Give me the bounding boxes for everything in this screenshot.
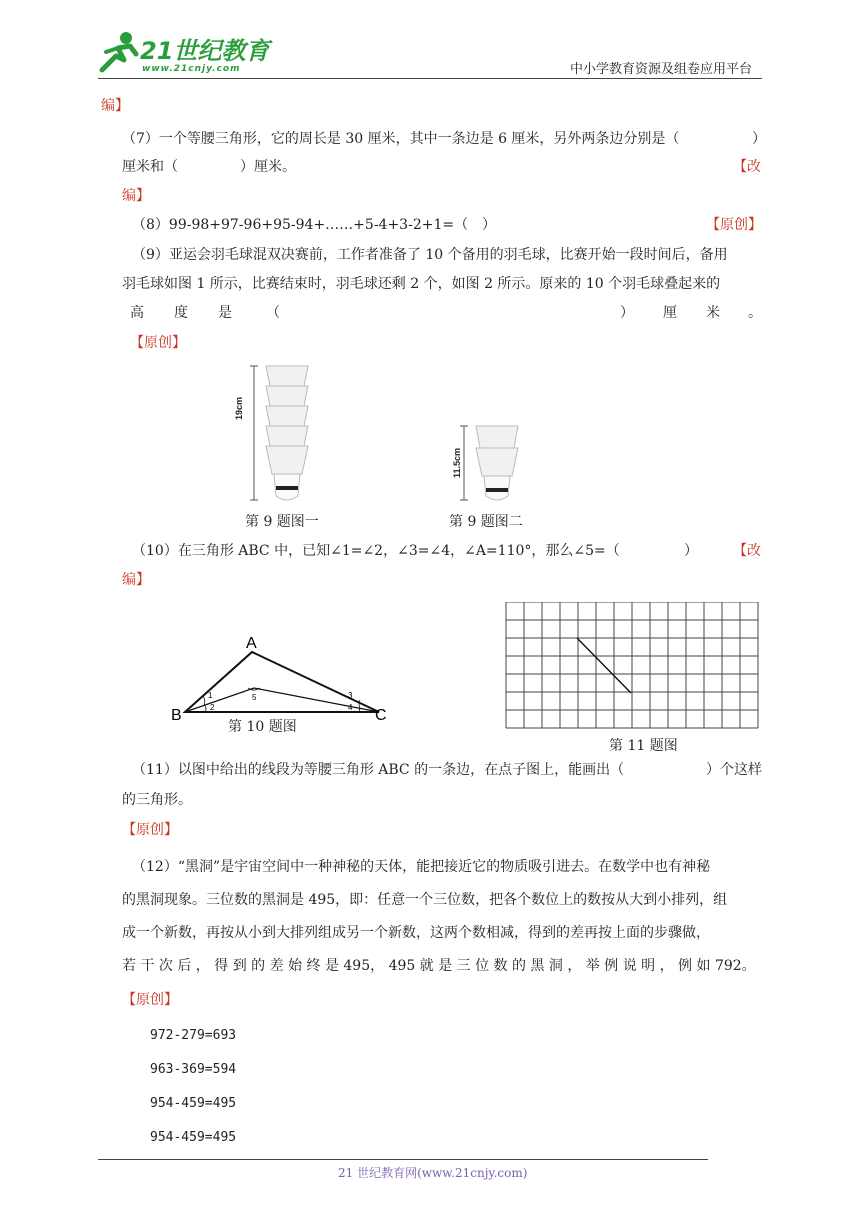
q12-step-3: 954-459=495 [150, 1096, 237, 1111]
q12-line2: 的黑洞现象。三位数的黑洞是 495，即：任意一个三位数，把各个数位上的数按从大到小排列，组 [122, 892, 728, 908]
top-tag: 编】 [101, 98, 129, 114]
triangle-abc-figure [168, 630, 398, 726]
angle-2: 2 [210, 703, 215, 712]
header-divider [98, 78, 762, 79]
q9-line1: （9）亚运会羽毛球混双决赛前，工作者准备了 10 个备用的羽毛球，比赛开始一段时间后，备用 [132, 247, 728, 263]
q12-step-4: 954-459=495 [150, 1130, 237, 1145]
footer-text: 21 世纪教育网(www.21cnjy.com) [338, 1166, 528, 1180]
q7-line1: （7）一个等腰三角形，它的周长是 30 厘米，其中一条边是 6 厘米，另外两条边分别是（ [122, 131, 680, 147]
q7-tag-a: 【改 [733, 159, 761, 175]
q12-line4: 若 干 次 后 ， 得 到 的 差 始 终 是 495， 495 就 是 三 位 数 的 黑 洞 ， 举 例 说 明 ， 例 如 792。 [122, 958, 756, 974]
q7-line1-end: ） [752, 131, 766, 147]
q12-line3: 成一个新数，再按从小到大排列组成另一个新数，这两个数相减，得到的差再按上面的步骤做， [122, 925, 710, 941]
q9-line3-e: ） [620, 305, 634, 321]
q9-line3-f: 厘 [663, 305, 677, 321]
fig11-caption: 第 11 题图 [609, 738, 678, 754]
q9-line2: 羽毛球如图 1 所示，比赛结束时，羽毛球还剩 2 个，如图 2 所示。原来的 10 个羽毛球叠起来的 [122, 276, 721, 292]
q7-line2-mid: ）厘米。 [240, 159, 296, 175]
runner-logo-icon [96, 30, 142, 76]
fig9-caption-2: 第 9 题图二 [449, 514, 523, 530]
q10-tag-b: 编】 [122, 572, 150, 588]
q10-text: （10）在三角形 ABC 中，已知∠1=∠2，∠3=∠4，∠A=110°，那么∠5=（ [132, 543, 620, 559]
label-C: C [375, 707, 387, 724]
q12-line1: （12）“黑洞”是宇宙空间中一种神秘的天体，能把接近它的物质吸引进去。在数学中也有神秘 [132, 859, 711, 875]
q7-line2: 厘米和（ [122, 159, 178, 175]
q8-close: ） [482, 217, 496, 233]
q7-tag-b: 编】 [122, 188, 150, 204]
q9-line3-d: （ [266, 305, 280, 321]
q9-line3-h: 。 [748, 305, 762, 321]
q9-tag: 【原创】 [130, 335, 186, 351]
dot-grid-figure [505, 602, 759, 732]
label-B: B [171, 707, 182, 724]
label-A: A [246, 635, 257, 652]
q10-close: ） [684, 543, 698, 559]
fig2-height-label: 11.5cm [452, 447, 462, 478]
footer-divider [98, 1159, 708, 1160]
fig10-caption: 第 10 题图 [228, 719, 297, 735]
q11-line2: 的三角形。 [122, 792, 192, 808]
shuttlecock-stack-figure-1 [236, 362, 316, 504]
q11-line1: （11）以图中给出的线段为等腰三角形 ABC 的一条边，在点子图上，能画出（ [132, 762, 625, 778]
q11-line1-end: ）个这样 [706, 762, 762, 778]
q12-step-2: 963-369=594 [150, 1062, 237, 1077]
angle-3: 3 [348, 691, 353, 700]
fig1-height-label: 19cm [234, 396, 244, 420]
logo-title: 21世纪教育 [140, 37, 270, 65]
angle-1: 1 [208, 691, 213, 700]
q8-text: （8）99-98+97-96+95-94+……+5-4+3-2+1=（ [132, 217, 469, 233]
q9-line3-c: 是 [218, 305, 232, 321]
platform-name: 中小学教育资源及组卷应用平台 [570, 62, 753, 77]
angle-5: 5 [252, 693, 257, 702]
angle-4: 4 [348, 703, 353, 712]
fig9-caption-1: 第 9 题图一 [245, 514, 319, 530]
q12-tag: 【原创】 [122, 992, 178, 1008]
q11-tag: 【原创】 [122, 822, 178, 838]
q12-step-1: 972-279=693 [150, 1028, 237, 1043]
q9-line3-g: 米 [706, 305, 720, 321]
q10-tag-a: 【改 [733, 543, 761, 559]
q9-line3-a: 高 [130, 305, 144, 321]
q9-line3-b: 度 [174, 305, 188, 321]
q8-tag: 【原创】 [706, 217, 762, 233]
logo-url: www.21cnjy.com [142, 64, 241, 74]
